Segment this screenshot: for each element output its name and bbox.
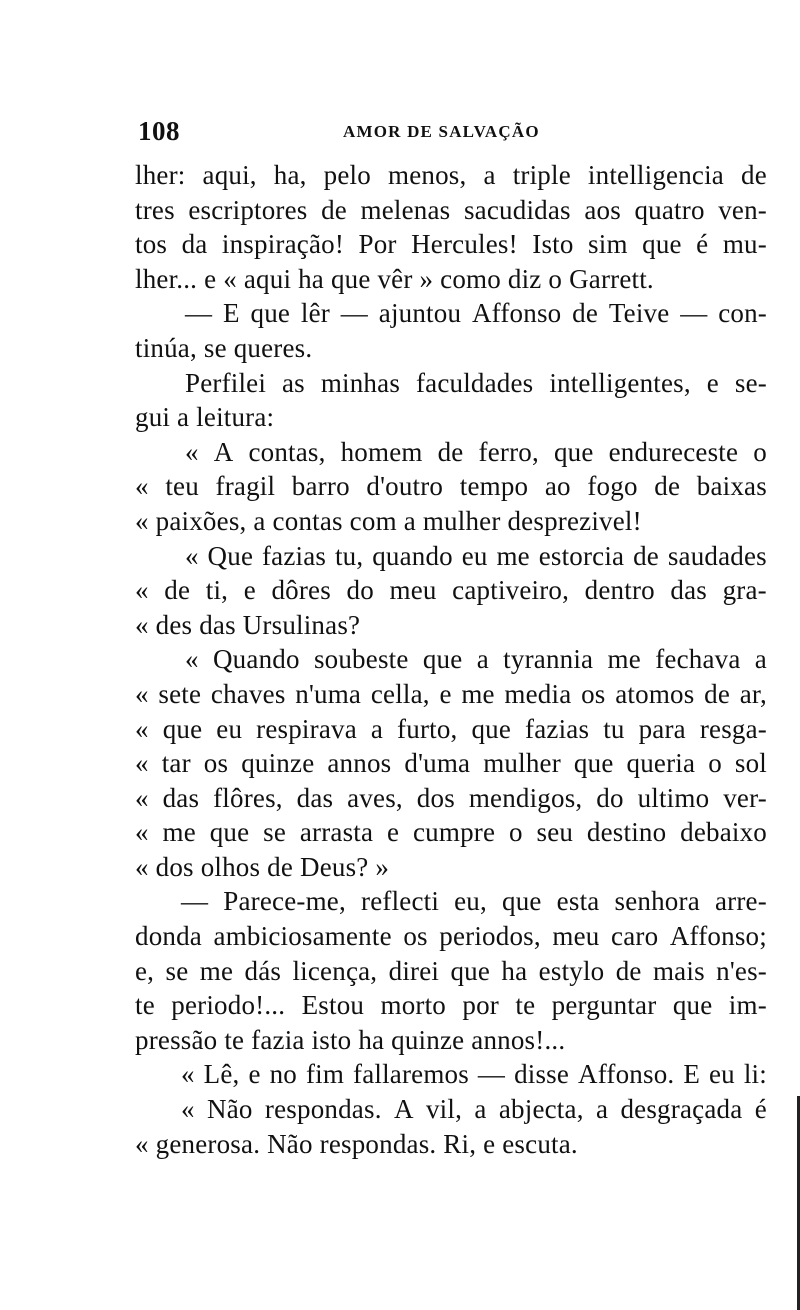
text-line: pressão te fazia isto ha quinze annos!... xyxy=(135,1024,566,1055)
text-line: « que eu respirava a furto, que fazias tu para resga- xyxy=(135,713,767,744)
text-line: « des das Ursulinas? xyxy=(135,609,361,640)
text-line: gui a leitura: xyxy=(135,402,275,433)
text-line: e, se me dás licença, direi que ha estylo de mais n'es- xyxy=(135,955,767,986)
text-line: — E que lêr — ajuntou Affonso de Teive — con- xyxy=(185,298,767,329)
text-line: « Lê, e no fim fallaremos — disse Affonso. E eu li: xyxy=(181,1059,767,1090)
text-line: tinúa, se queres. xyxy=(135,332,313,363)
page-number: 108 xyxy=(138,116,180,146)
running-title: AMOR DE SALVAÇÃO xyxy=(343,122,540,141)
text-line: « me que se arrasta e cumpre o seu destino debaixo xyxy=(135,817,767,848)
text-line: — Parece-me, reflecti eu, que esta senhora arre- xyxy=(181,886,767,917)
text-line: « tar os quinze annos d'uma mulher que queria o sol xyxy=(135,748,767,779)
text-line: lher... e « aqui ha que vêr » como diz o Garrett. xyxy=(135,263,654,294)
text-line: « A contas, homem de ferro, que endureceste o xyxy=(185,436,767,467)
text-line: tres escriptores de melenas sacudidas aos quatro ven- xyxy=(135,194,767,225)
text-line: « Quando soubeste que a tyrannia me fechava a xyxy=(185,644,767,675)
text-line: « de ti, e dôres do meu captiveiro, dentro das gra- xyxy=(135,575,767,606)
text-line: te periodo!... Estou morto por te perguntar que im- xyxy=(135,990,767,1021)
text-line: lher: aqui, ha, pelo menos, a triple intelligencia de xyxy=(135,160,767,190)
text-line: tos da inspiração! Por Hercules! Isto sim que é mu- xyxy=(135,229,767,260)
body-text xyxy=(135,158,767,1161)
text-line: « das flôres, das aves, dos mendigos, do ultimo ver- xyxy=(135,782,767,813)
text-line: « teu fragil barro d'outro tempo ao fogo de baixas xyxy=(135,471,767,502)
text-line: « Que fazias tu, quando eu me estorcia de saudades xyxy=(185,540,767,571)
page-header xyxy=(138,116,778,150)
text-line: « paixões, a contas com a mulher desprezivel! xyxy=(135,505,642,536)
text-line: Perfilei as minhas faculdades intelligentes, e se- xyxy=(185,367,767,398)
text-line: « generosa. Não respondas. Ri, e escuta. xyxy=(135,1128,578,1159)
text-line: « dos olhos de Deus? » xyxy=(135,851,390,882)
text-line: « Não respondas. A vil, a abjecta, a desgraçada é xyxy=(181,1094,767,1125)
text-line: donda ambiciosamente os periodos, meu caro Affonso; xyxy=(135,921,767,952)
text-line: « sete chaves n'uma cella, e me media os atomos de ar, xyxy=(135,678,767,709)
